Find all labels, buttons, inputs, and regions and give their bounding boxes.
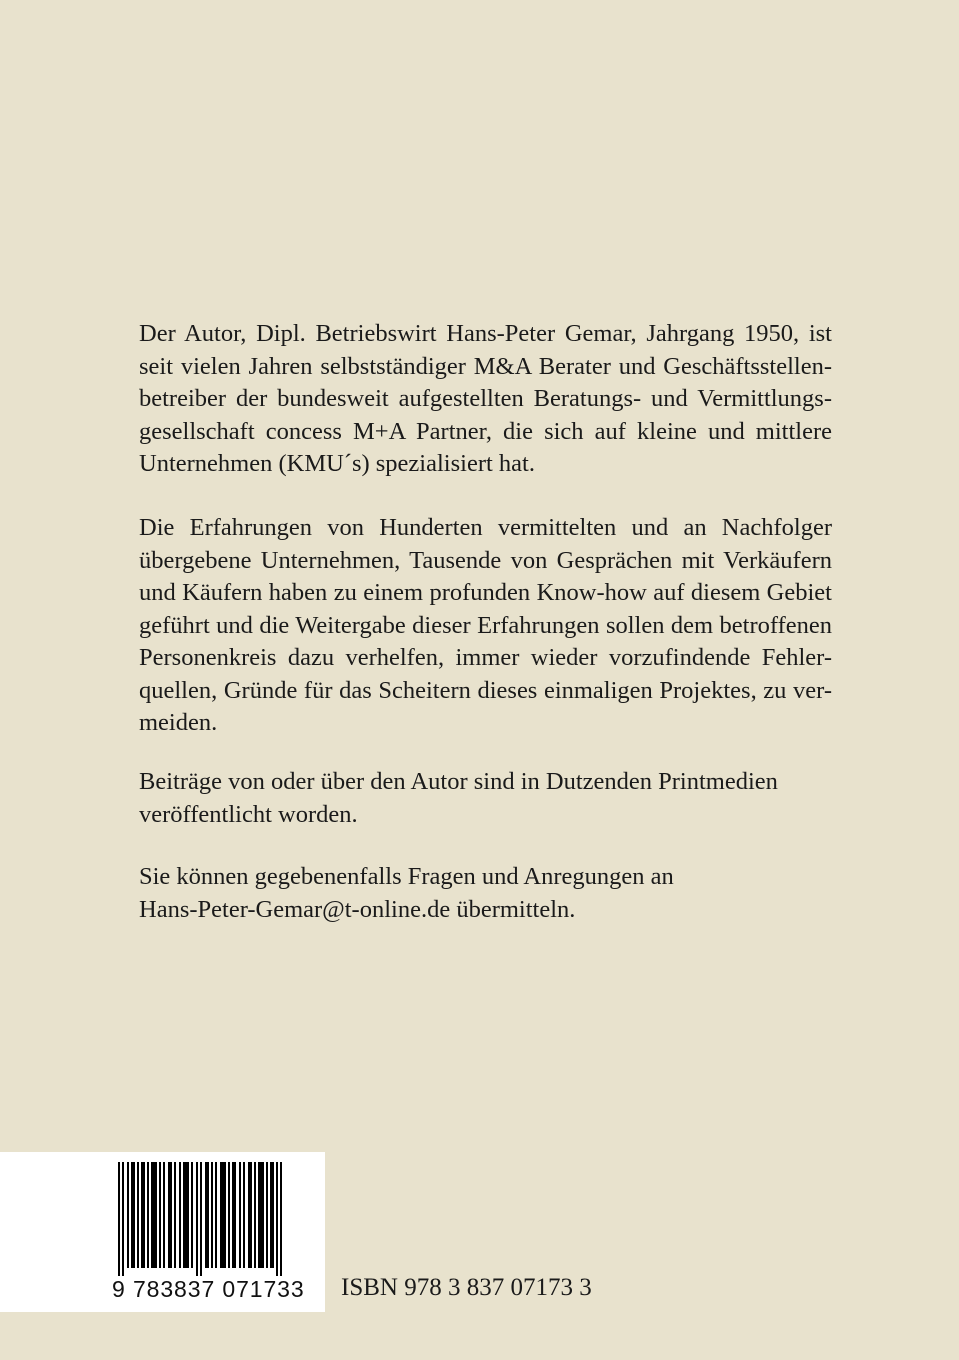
text-line: quellen, Gründe für das Scheitern dieses einmaligen Projektes, zu ver- bbox=[139, 676, 832, 704]
text-line: übergebene Unternehmen, Tausende von Gesprächen mit Verkäufern bbox=[139, 546, 832, 574]
text-line: Sie können gegebenenfalls Fragen und Anregungen an bbox=[139, 863, 674, 890]
text-line: Hans-Peter-Gemar@t-online.de übermitteln. bbox=[139, 895, 576, 923]
text-line: geführt und die Weitergabe dieser Erfahrungen sollen dem betroffenen bbox=[139, 611, 832, 639]
text-line: Die Erfahrungen von Hunderten vermittelten und an Nachfolger bbox=[139, 514, 832, 541]
publications-paragraph bbox=[139, 766, 832, 831]
barcode-panel bbox=[0, 1152, 325, 1312]
text-line: seit vielen Jahren selbstständiger M&A Berater und Geschäftsstellen- bbox=[139, 352, 832, 380]
isbn-label: ISBN 978 3 837 07173 3 bbox=[341, 1274, 592, 1301]
text-line: gesellschaft concess M+A Partner, die sich auf kleine und mittlere bbox=[139, 417, 832, 445]
text-line: Unternehmen (KMU´s) spezialisiert hat. bbox=[139, 450, 535, 477]
text-line: veröffentlicht worden. bbox=[139, 800, 358, 828]
text-line: meiden. bbox=[139, 709, 218, 736]
barcode-digits: 9 783837 071733 bbox=[112, 1276, 305, 1302]
barcode-icon bbox=[110, 1162, 292, 1276]
experience-paragraph bbox=[139, 512, 832, 740]
text-line: betreiber der bundesweit aufgestellten Beratungs- und Vermittlungs- bbox=[139, 385, 832, 412]
author-bio-paragraph bbox=[139, 318, 832, 481]
text-line: Der Autor, Dipl. Betriebswirt Hans-Peter Gemar, Jahrgang 1950, ist bbox=[139, 320, 832, 347]
contact-paragraph bbox=[139, 861, 832, 926]
text-line: Beiträge von oder über den Autor sind in Dutzenden Printmedien bbox=[139, 768, 778, 795]
text-line: Personenkreis dazu verhelfen, immer wieder vorzufindende Fehler- bbox=[139, 644, 832, 671]
text-line: und Käufern haben zu einem profunden Know-how auf diesem Gebiet bbox=[139, 579, 832, 606]
